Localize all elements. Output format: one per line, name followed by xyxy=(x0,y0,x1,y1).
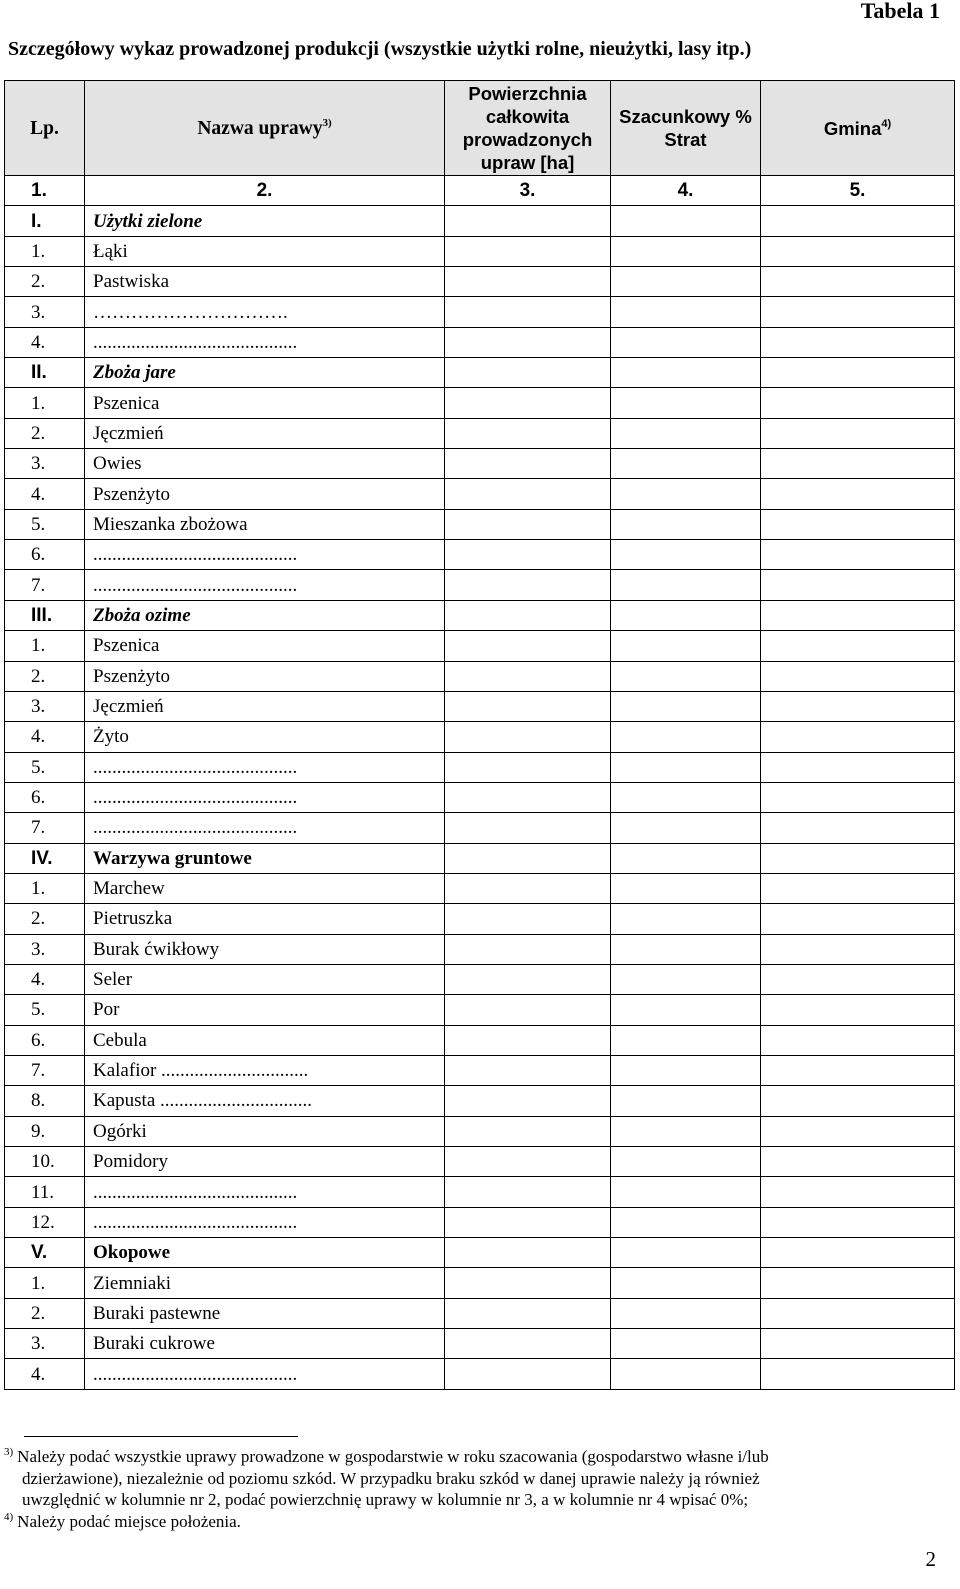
row-lp: 2. xyxy=(5,904,85,934)
row-lp: 4. xyxy=(5,479,85,509)
crop-name: ........................................... xyxy=(85,1207,445,1237)
footnote-4-mark: 4) xyxy=(4,1510,14,1523)
gmina-cell[interactable] xyxy=(761,267,955,297)
row-lp: 7. xyxy=(5,813,85,843)
footnote-4 xyxy=(4,1511,938,1533)
row-lp: 3. xyxy=(5,934,85,964)
crop-name: ........................................... xyxy=(85,752,445,782)
loss-cell[interactable] xyxy=(611,1329,761,1359)
page-number: 2 xyxy=(925,1547,936,1571)
gmina-cell[interactable] xyxy=(761,752,955,782)
row-lp: 1. xyxy=(5,631,85,661)
loss-cell[interactable] xyxy=(611,540,761,570)
table-row xyxy=(5,1359,955,1389)
row-lp: 3. xyxy=(5,297,85,327)
row-lp: 10. xyxy=(5,1147,85,1177)
area-cell[interactable] xyxy=(445,995,611,1025)
section-name: Zboża jare xyxy=(85,358,445,388)
loss-cell[interactable] xyxy=(611,1025,761,1055)
crop-name: …………………………. xyxy=(85,297,445,327)
loss-cell[interactable] xyxy=(611,388,761,418)
row-lp: 1. xyxy=(5,388,85,418)
area-cell[interactable] xyxy=(445,1116,611,1146)
loss-cell[interactable] xyxy=(611,1207,761,1237)
gmina-cell[interactable] xyxy=(761,1268,955,1298)
area-cell[interactable] xyxy=(445,1238,611,1268)
crop-name: Buraki cukrowe xyxy=(85,1329,445,1359)
area-cell[interactable] xyxy=(445,206,611,236)
gmina-cell[interactable] xyxy=(761,873,955,903)
crop-name: Owies xyxy=(85,449,445,479)
loss-cell[interactable] xyxy=(611,843,761,873)
row-lp: 6. xyxy=(5,540,85,570)
row-lp: 11. xyxy=(5,1177,85,1207)
loss-cell[interactable] xyxy=(611,267,761,297)
area-cell[interactable] xyxy=(445,327,611,357)
table-row xyxy=(5,509,955,539)
table-row xyxy=(5,1177,955,1207)
loss-cell[interactable] xyxy=(611,1359,761,1389)
area-cell[interactable] xyxy=(445,1359,611,1389)
table-row xyxy=(5,297,955,327)
crop-name: Kalafior ............................... xyxy=(85,1055,445,1085)
section-row xyxy=(5,843,955,873)
area-cell[interactable] xyxy=(445,1268,611,1298)
loss-cell[interactable] xyxy=(611,449,761,479)
crop-name: ........................................... xyxy=(85,1177,445,1207)
column-number-1: 1. xyxy=(5,176,85,206)
area-cell[interactable] xyxy=(445,1207,611,1237)
area-cell[interactable] xyxy=(445,267,611,297)
section-row xyxy=(5,1238,955,1268)
section-name: Okopowe xyxy=(85,1238,445,1268)
area-cell[interactable] xyxy=(445,418,611,448)
crop-name: Pszenżyto xyxy=(85,661,445,691)
loss-cell[interactable] xyxy=(611,1055,761,1085)
row-lp: 3. xyxy=(5,691,85,721)
table-row xyxy=(5,1298,955,1328)
gmina-cell[interactable] xyxy=(761,934,955,964)
loss-cell[interactable] xyxy=(611,813,761,843)
footnote-3-line-3: uwzględnić w kolumnie nr 2, podać powierzchnię uprawy w kolumnie nr 3, a w kolumnie nr 4 wpisać 0%; xyxy=(22,1490,749,1509)
loss-cell[interactable] xyxy=(611,327,761,357)
table-row xyxy=(5,904,955,934)
area-cell[interactable] xyxy=(445,873,611,903)
table-row xyxy=(5,1207,955,1237)
area-cell[interactable] xyxy=(445,752,611,782)
row-lp: 2. xyxy=(5,267,85,297)
gmina-cell[interactable] xyxy=(761,782,955,812)
table-row xyxy=(5,1268,955,1298)
table-row xyxy=(5,327,955,357)
loss-cell[interactable] xyxy=(611,236,761,266)
loss-cell[interactable] xyxy=(611,934,761,964)
crop-name: ........................................... xyxy=(85,782,445,812)
gmina-cell[interactable] xyxy=(761,1177,955,1207)
crop-name: Pszenżyto xyxy=(85,479,445,509)
gmina-cell[interactable] xyxy=(761,904,955,934)
column-number-3: 3. xyxy=(445,176,611,206)
row-lp: 5. xyxy=(5,509,85,539)
gmina-cell[interactable] xyxy=(761,509,955,539)
table-row xyxy=(5,1116,955,1146)
gmina-cell[interactable] xyxy=(761,1086,955,1116)
row-lp: 3. xyxy=(5,1329,85,1359)
loss-cell[interactable] xyxy=(611,1147,761,1177)
crop-name: Pszenica xyxy=(85,388,445,418)
area-cell[interactable] xyxy=(445,1055,611,1085)
table-header-row xyxy=(5,81,955,176)
column-header-area: Powierzchnia całkowita prowadzonych upraw [ha] xyxy=(445,81,611,176)
table-row xyxy=(5,479,955,509)
crop-name: Pietruszka xyxy=(85,904,445,934)
area-cell[interactable] xyxy=(445,236,611,266)
crop-name: ........................................... xyxy=(85,540,445,570)
column-header-lp: Lp. xyxy=(5,81,85,176)
crop-name: Cebula xyxy=(85,1025,445,1055)
loss-cell[interactable] xyxy=(611,631,761,661)
footnote-ref-4: 4) xyxy=(881,117,892,130)
table-row xyxy=(5,1086,955,1116)
area-cell[interactable] xyxy=(445,297,611,327)
area-cell[interactable] xyxy=(445,843,611,873)
row-lp: 8. xyxy=(5,1086,85,1116)
crop-name: Por xyxy=(85,995,445,1025)
area-cell[interactable] xyxy=(445,1025,611,1055)
crop-name: Łąki xyxy=(85,236,445,266)
table-row xyxy=(5,995,955,1025)
loss-cell[interactable] xyxy=(611,1086,761,1116)
gmina-cell[interactable] xyxy=(761,722,955,752)
row-lp: 7. xyxy=(5,1055,85,1085)
gmina-cell[interactable] xyxy=(761,631,955,661)
row-lp: 7. xyxy=(5,570,85,600)
gmina-cell[interactable] xyxy=(761,661,955,691)
column-number-5: 5. xyxy=(761,176,955,206)
crop-name: ........................................... xyxy=(85,813,445,843)
crop-name: Jęczmień xyxy=(85,691,445,721)
crop-name: Burak ćwikłowy xyxy=(85,934,445,964)
row-lp: 4. xyxy=(5,722,85,752)
loss-cell[interactable] xyxy=(611,691,761,721)
area-cell[interactable] xyxy=(445,540,611,570)
table-row xyxy=(5,236,955,266)
crop-name: Jęczmień xyxy=(85,418,445,448)
area-cell[interactable] xyxy=(445,691,611,721)
section-name: Warzywa gruntowe xyxy=(85,843,445,873)
crop-name: ........................................... xyxy=(85,1359,445,1389)
loss-cell[interactable] xyxy=(611,1268,761,1298)
column-number-2: 2. xyxy=(85,176,445,206)
gmina-cell[interactable] xyxy=(761,418,955,448)
area-cell[interactable] xyxy=(445,1298,611,1328)
gmina-cell[interactable] xyxy=(761,1025,955,1055)
loss-cell[interactable] xyxy=(611,570,761,600)
table-row xyxy=(5,691,955,721)
row-lp: 5. xyxy=(5,995,85,1025)
area-cell[interactable] xyxy=(445,782,611,812)
footnote-4-line-1: Należy podać miejsce położenia. xyxy=(17,1511,241,1531)
crop-name: Pszenica xyxy=(85,631,445,661)
area-cell[interactable] xyxy=(445,1329,611,1359)
gmina-cell[interactable] xyxy=(761,843,955,873)
table-row xyxy=(5,540,955,570)
section-row xyxy=(5,358,955,388)
row-lp: 4. xyxy=(5,1359,85,1389)
crop-name: Pastwiska xyxy=(85,267,445,297)
row-lp: 3. xyxy=(5,449,85,479)
gmina-cell[interactable] xyxy=(761,358,955,388)
crop-name: ........................................... xyxy=(85,570,445,600)
area-cell[interactable] xyxy=(445,479,611,509)
gmina-cell[interactable] xyxy=(761,1329,955,1359)
crop-name: Marchew xyxy=(85,873,445,903)
row-lp: 2. xyxy=(5,1298,85,1328)
gmina-cell[interactable] xyxy=(761,388,955,418)
loss-cell[interactable] xyxy=(611,661,761,691)
loss-cell[interactable] xyxy=(611,1298,761,1328)
table-row xyxy=(5,388,955,418)
gmina-cell[interactable] xyxy=(761,1116,955,1146)
loss-cell[interactable] xyxy=(611,1116,761,1146)
table-row xyxy=(5,873,955,903)
table-row xyxy=(5,1055,955,1085)
column-header-gmina: Gmina$^{4)}$ xyxy=(761,81,955,176)
table-row xyxy=(5,418,955,448)
gmina-cell[interactable] xyxy=(761,1238,955,1268)
production-table xyxy=(4,80,955,1390)
row-lp: 4. xyxy=(5,327,85,357)
crop-name: Ziemniaki xyxy=(85,1268,445,1298)
row-lp: III. xyxy=(5,600,85,630)
crop-name: Seler xyxy=(85,964,445,994)
table-row xyxy=(5,1025,955,1055)
loss-cell[interactable] xyxy=(611,1238,761,1268)
loss-cell[interactable] xyxy=(611,722,761,752)
crop-name: ........................................... xyxy=(85,327,445,357)
loss-cell[interactable] xyxy=(611,964,761,994)
column-header-loss: Szacunkowy % Strat xyxy=(611,81,761,176)
crop-name: Ogórki xyxy=(85,1116,445,1146)
crop-name: Żyto xyxy=(85,722,445,752)
gmina-cell[interactable] xyxy=(761,600,955,630)
loss-cell[interactable] xyxy=(611,297,761,327)
table-row xyxy=(5,722,955,752)
gmina-cell[interactable] xyxy=(761,479,955,509)
gmina-cell[interactable] xyxy=(761,691,955,721)
row-lp: 1. xyxy=(5,236,85,266)
footnote-3 xyxy=(4,1446,938,1468)
loss-cell[interactable] xyxy=(611,509,761,539)
table-row xyxy=(5,449,955,479)
footnote-divider xyxy=(24,1436,298,1437)
area-cell[interactable] xyxy=(445,570,611,600)
area-cell[interactable] xyxy=(445,934,611,964)
section-row xyxy=(5,600,955,630)
area-cell[interactable] xyxy=(445,631,611,661)
table-label: Tabela 1 xyxy=(860,0,940,23)
loss-cell[interactable] xyxy=(611,358,761,388)
table-row xyxy=(5,631,955,661)
gmina-cell[interactable] xyxy=(761,1298,955,1328)
loss-cell[interactable] xyxy=(611,479,761,509)
loss-cell[interactable] xyxy=(611,1177,761,1207)
gmina-cell[interactable] xyxy=(761,1207,955,1237)
gmina-cell[interactable] xyxy=(761,206,955,236)
column-number-4: 4. xyxy=(611,176,761,206)
row-lp: 6. xyxy=(5,1025,85,1055)
area-cell[interactable] xyxy=(445,449,611,479)
footnote-3-line-1: Należy podać wszystkie uprawy prowadzone w gospodarstwie w roku szacowania (gospodarstwo własne i/lub xyxy=(17,1447,769,1466)
gmina-cell[interactable] xyxy=(761,327,955,357)
row-lp: V. xyxy=(5,1238,85,1268)
row-lp: 2. xyxy=(5,661,85,691)
area-cell[interactable] xyxy=(445,722,611,752)
loss-cell[interactable] xyxy=(611,600,761,630)
row-lp: 4. xyxy=(5,964,85,994)
row-lp: 2. xyxy=(5,418,85,448)
crop-name: Mieszanka zbożowa xyxy=(85,509,445,539)
footnote-ref-3: 3) xyxy=(322,116,332,129)
section-name: Zboża ozime xyxy=(85,600,445,630)
table-row xyxy=(5,782,955,812)
loss-cell[interactable] xyxy=(611,418,761,448)
gmina-cell[interactable] xyxy=(761,236,955,266)
table-row xyxy=(5,267,955,297)
area-cell[interactable] xyxy=(445,964,611,994)
area-cell[interactable] xyxy=(445,358,611,388)
loss-cell[interactable] xyxy=(611,904,761,934)
row-lp: 1. xyxy=(5,873,85,903)
area-cell[interactable] xyxy=(445,388,611,418)
gmina-cell[interactable] xyxy=(761,1147,955,1177)
crop-name: Buraki pastewne xyxy=(85,1298,445,1328)
area-cell[interactable] xyxy=(445,1147,611,1177)
row-lp: 5. xyxy=(5,752,85,782)
table-row xyxy=(5,813,955,843)
gmina-cell[interactable] xyxy=(761,1359,955,1389)
loss-cell[interactable] xyxy=(611,995,761,1025)
gmina-cell[interactable] xyxy=(761,449,955,479)
area-cell[interactable] xyxy=(445,600,611,630)
row-lp: I. xyxy=(5,206,85,236)
area-cell[interactable] xyxy=(445,661,611,691)
area-cell[interactable] xyxy=(445,509,611,539)
page-title: Szczegółowy wykaz prowadzonej produkcji (wszystkie użytki rolne, nieużytki, lasy itp.) xyxy=(8,38,752,60)
row-lp: 1. xyxy=(5,1268,85,1298)
footnotes xyxy=(4,1446,938,1532)
row-lp: 9. xyxy=(5,1116,85,1146)
gmina-cell[interactable] xyxy=(761,813,955,843)
column-header-name: Nazwa uprawy$^{3)}$ xyxy=(85,81,445,176)
table-row xyxy=(5,964,955,994)
row-lp: IV. xyxy=(5,843,85,873)
area-cell[interactable] xyxy=(445,813,611,843)
loss-cell[interactable] xyxy=(611,782,761,812)
section-name: Użytki zielone xyxy=(85,206,445,236)
section-row xyxy=(5,206,955,236)
crop-name: Kapusta ................................ xyxy=(85,1086,445,1116)
loss-cell[interactable] xyxy=(611,206,761,236)
footnote-3-line-2: dzierżawione), niezależnie od poziomu szkód. W przypadku braku szkód w danej uprawie należy ją również xyxy=(22,1468,760,1488)
table-row xyxy=(5,1147,955,1177)
row-lp: II. xyxy=(5,358,85,388)
gmina-cell[interactable] xyxy=(761,1055,955,1085)
gmina-cell[interactable] xyxy=(761,964,955,994)
gmina-cell[interactable] xyxy=(761,297,955,327)
row-lp: 12. xyxy=(5,1207,85,1237)
loss-cell[interactable] xyxy=(611,873,761,903)
table-row xyxy=(5,661,955,691)
table-row xyxy=(5,934,955,964)
crop-name: Pomidory xyxy=(85,1147,445,1177)
area-cell[interactable] xyxy=(445,1086,611,1116)
table-row xyxy=(5,570,955,600)
gmina-cell[interactable] xyxy=(761,995,955,1025)
table-row xyxy=(5,1329,955,1359)
area-cell[interactable] xyxy=(445,904,611,934)
gmina-cell[interactable] xyxy=(761,570,955,600)
table-row xyxy=(5,752,955,782)
column-numbers-row xyxy=(5,176,955,206)
loss-cell[interactable] xyxy=(611,752,761,782)
area-cell[interactable] xyxy=(445,1177,611,1207)
footnote-3-mark: 3) xyxy=(4,1446,14,1458)
row-lp: 6. xyxy=(5,782,85,812)
gmina-cell[interactable] xyxy=(761,540,955,570)
